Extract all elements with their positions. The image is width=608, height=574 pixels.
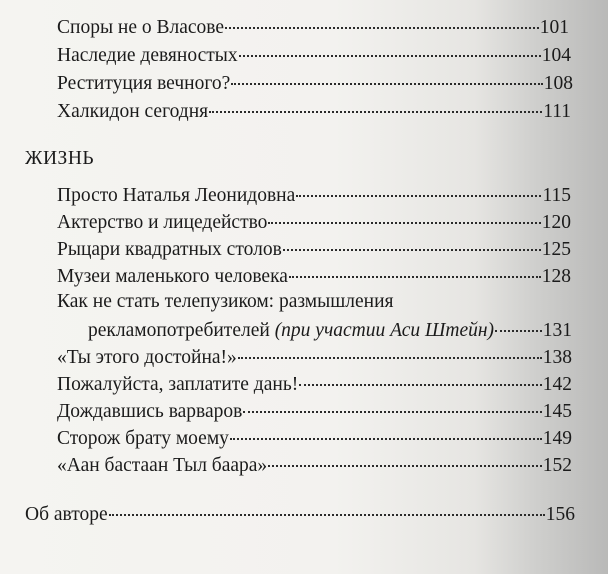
toc-entry-title: Об авторе bbox=[25, 503, 108, 525]
toc-entry-page: 101 bbox=[539, 16, 569, 38]
leader-dots bbox=[238, 339, 542, 359]
leader-dots bbox=[495, 312, 542, 332]
toc-entry-page: 152 bbox=[542, 454, 572, 476]
toc-entry-title: «Аан бастаан Тыл баара» bbox=[57, 454, 268, 476]
leader-dots bbox=[283, 231, 541, 251]
toc-entry-page: 115 bbox=[542, 184, 571, 206]
toc-entry-page: 108 bbox=[543, 72, 573, 94]
toc-entry bbox=[57, 97, 571, 125]
leader-dots bbox=[109, 496, 545, 516]
toc-entry-title: Реституция вечного? bbox=[57, 72, 231, 94]
leader-dots bbox=[230, 420, 542, 440]
toc-entry-page: 125 bbox=[541, 238, 571, 260]
toc-entry-page: 138 bbox=[542, 346, 572, 368]
toc-entry-title: Просто Наталья Леонидовна bbox=[57, 184, 296, 206]
leader-dots bbox=[289, 258, 541, 278]
toc-entry-title: Споры не о Власове bbox=[57, 16, 225, 38]
toc-entry-page: 120 bbox=[541, 211, 571, 233]
toc-entry-title: «Ты этого достойна!» bbox=[57, 346, 237, 368]
toc-entry-title: Пожалуйста, заплатите дань! bbox=[57, 373, 299, 395]
toc-entry-page: 111 bbox=[543, 100, 571, 122]
leader-dots bbox=[299, 366, 542, 386]
toc-entry-page: 128 bbox=[541, 265, 571, 287]
leader-dots bbox=[268, 447, 542, 467]
toc-entry-title: Сторож брату моему bbox=[57, 427, 229, 449]
toc-entry-page: 145 bbox=[542, 400, 572, 422]
section-title: ЖИЗНЬ bbox=[25, 148, 95, 169]
leader-dots bbox=[225, 9, 539, 29]
leader-dots bbox=[243, 393, 541, 413]
toc-entry-page: 142 bbox=[542, 373, 572, 395]
toc-entry-title: Наследие девяностых bbox=[57, 44, 238, 66]
toc-entry-about-author bbox=[25, 500, 575, 528]
toc-entry-title: Дождавшись варваров bbox=[57, 400, 243, 422]
toc-entry-title: Халкидон сегодня bbox=[57, 100, 209, 122]
leader-dots bbox=[231, 65, 543, 85]
leader-dots bbox=[209, 93, 542, 113]
toc-entry-title-italic: (при участии Аси Штейн) bbox=[274, 319, 495, 341]
toc-entry-title-line2: рекламопотребителей bbox=[88, 319, 270, 341]
toc-entry-title: Музеи маленького человека bbox=[57, 265, 288, 287]
toc-entry-title: Рыцари квадратных столов bbox=[57, 238, 282, 260]
toc-entry-page: 149 bbox=[542, 427, 572, 449]
leader-dots bbox=[239, 37, 541, 57]
toc-entry-page: 131 bbox=[542, 319, 572, 341]
toc-entry bbox=[57, 262, 571, 290]
toc-entry-title: Актерство и лицедейство bbox=[57, 211, 268, 233]
leader-dots bbox=[296, 177, 541, 197]
toc-entry-title-line1: Как не стать телепузиком: размышления bbox=[57, 291, 394, 312]
leader-dots bbox=[268, 204, 540, 224]
toc-entry-page: 156 bbox=[545, 503, 575, 525]
toc-entry-page: 104 bbox=[541, 44, 571, 66]
toc-entry bbox=[57, 451, 572, 479]
